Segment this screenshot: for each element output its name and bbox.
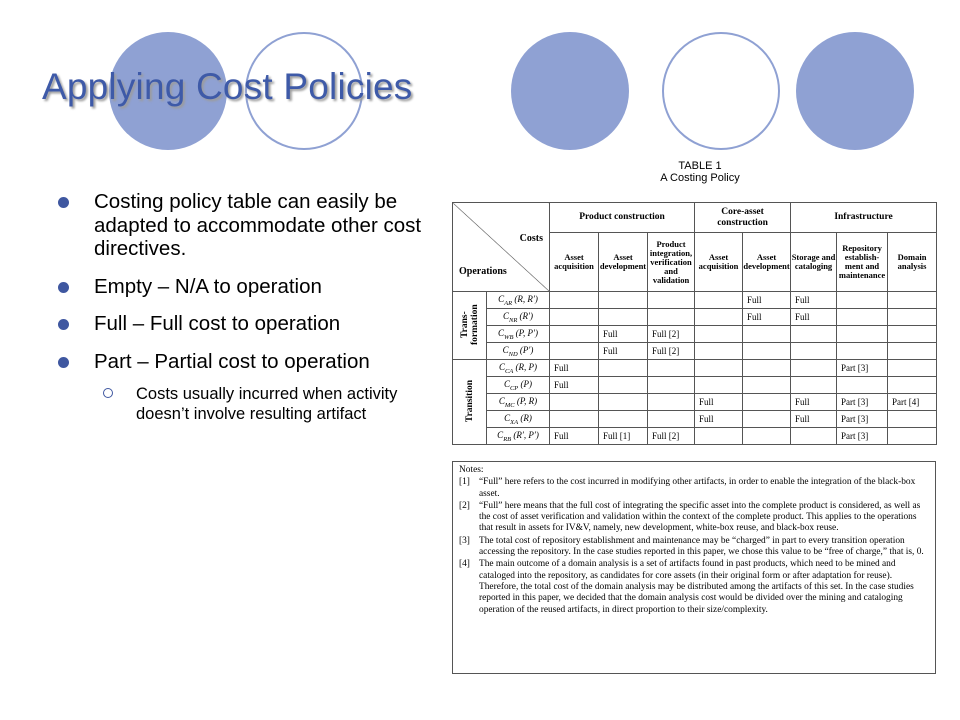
- table-cell: [695, 343, 743, 360]
- bullet-dot-icon: [58, 282, 69, 293]
- decor-circle-5: [796, 32, 914, 150]
- operation-cell: $C_{AR}$ (R, R′): [487, 292, 550, 309]
- table-row: [453, 428, 937, 445]
- table-cell: Part [3]: [837, 394, 888, 411]
- section-label-cell: [453, 292, 487, 360]
- table-cell: [791, 360, 837, 377]
- table-cell: Full: [550, 377, 599, 394]
- sub-bullet-item: [58, 384, 428, 424]
- table-cell: Part [3]: [837, 428, 888, 445]
- table-cell: [550, 326, 599, 343]
- table-cell: Full [2]: [648, 326, 695, 343]
- group-header: Product construction: [550, 203, 695, 233]
- table-cell: [648, 377, 695, 394]
- table-cell: [599, 394, 648, 411]
- table-cell: [888, 411, 937, 428]
- table-cell: Full [2]: [648, 343, 695, 360]
- table-cell: [791, 377, 837, 394]
- bullet-text: Empty – N/A to operation: [94, 274, 322, 298]
- table-caption-title: A Costing Policy: [660, 172, 740, 184]
- table-cell: [695, 326, 743, 343]
- bullet-item: [58, 275, 428, 299]
- table-cell: [743, 326, 791, 343]
- note-item: [459, 477, 929, 500]
- bullet-text: Full – Full cost to operation: [94, 312, 341, 335]
- table-cell: [743, 360, 791, 377]
- table-cell: [837, 309, 888, 326]
- table-cell: [888, 309, 937, 326]
- table-cell: [599, 309, 648, 326]
- table-cell: [743, 343, 791, 360]
- table-cell: [791, 428, 837, 445]
- table-cell: Part [4]: [888, 394, 937, 411]
- note-item: [459, 501, 929, 535]
- table-row: [453, 343, 937, 360]
- table-cell: [648, 360, 695, 377]
- table-cell: Part [3]: [837, 360, 888, 377]
- table-caption-number: TABLE 1: [678, 160, 722, 172]
- table-cell: Full: [599, 326, 648, 343]
- note-number: [4]: [459, 559, 470, 570]
- bullet-item: [58, 350, 428, 425]
- slide-title: Applying Cost Policies: [42, 66, 413, 107]
- sub-bullet-text: Costs usually incurred when activity doesn’t involve resulting artifact: [136, 385, 398, 423]
- table-cell: [837, 292, 888, 309]
- table-cell: [743, 394, 791, 411]
- table-cell: [599, 292, 648, 309]
- costing-policy-figure: [438, 160, 940, 680]
- table-cell: [648, 309, 695, 326]
- table-row: [453, 394, 937, 411]
- bullet-dot-icon: [58, 319, 69, 330]
- note-item: [459, 536, 929, 559]
- table-corner-cell: [453, 203, 550, 292]
- notes-list: [459, 477, 929, 616]
- table-cell: [837, 326, 888, 343]
- corner-operations-label: Operations: [459, 266, 507, 277]
- column-header: Storage and cataloging: [791, 233, 837, 292]
- bullet-list: [58, 190, 428, 424]
- table-row: [453, 360, 937, 377]
- table-cell: Full: [791, 394, 837, 411]
- table-cell: [599, 377, 648, 394]
- table-cell: Full: [791, 292, 837, 309]
- note-text: “Full” here means that the full cost of integrating the specific asset into the complete product is considered, as well as the cost of asset verification and validation within the context of the complete product. This applies to the operations that result in assets for IV&V, namely, new development, white-box reuse, and black-box reuse.: [479, 500, 921, 534]
- table-cell: Full: [743, 292, 791, 309]
- table-cell: [695, 377, 743, 394]
- note-item: [459, 559, 929, 615]
- table-cell: [695, 292, 743, 309]
- table-cell: [888, 377, 937, 394]
- bullet-text: Costing policy table can easily be adapted to accommodate other cost directives.: [94, 190, 422, 260]
- operation-cell: $C_{MC}$ (P, R): [487, 394, 550, 411]
- note-number: [1]: [459, 477, 470, 488]
- table-cell: [599, 411, 648, 428]
- table-cell: [695, 428, 743, 445]
- ring-bullet-icon: [103, 388, 113, 398]
- table-cell: [648, 411, 695, 428]
- column-header: Domain analysis: [888, 233, 937, 292]
- operation-cell: $C_{XA}$ (R): [487, 411, 550, 428]
- section-label-cell: [453, 360, 487, 445]
- operation-cell: $C_{WB}$ (P, P′): [487, 326, 550, 343]
- table-cell: [550, 309, 599, 326]
- decor-circle-3: [511, 32, 629, 150]
- bullet-text: Part – Partial cost to operation: [94, 349, 370, 373]
- table-cell: [888, 292, 937, 309]
- section-label: Transition: [464, 379, 475, 423]
- operation-cell: $C_{ND}$ (P′): [487, 343, 550, 360]
- table-cell: Full [1]: [599, 428, 648, 445]
- table-cell: [648, 292, 695, 309]
- table-cell: [550, 343, 599, 360]
- table-cell: [837, 343, 888, 360]
- table-cell: [888, 360, 937, 377]
- note-text: The main outcome of a domain analysis is a set of artifacts found in past products, which need to be mined and cataloged into the repository, as candidates for core assets (in their original form or after adaptation for reuse). Therefore, the total cost of the domain analysis may be distributed among the artifacts of this set. In the case studies reported in this paper, we decided that the domain analysis cost would be divided over the mining and cataloging operation of the reused artifacts, in direct proportion to their size/complexity.: [479, 559, 914, 615]
- costing-policy-table: [452, 202, 937, 445]
- table-cell: [599, 360, 648, 377]
- table-cell: Full: [791, 309, 837, 326]
- table-cell: [888, 326, 937, 343]
- operation-cell: $C_{CP}$ (P): [487, 377, 550, 394]
- table-row: [453, 292, 937, 309]
- operation-cell: $C_{RB}$ (R′, P′): [487, 428, 550, 445]
- table-notes: [452, 461, 936, 674]
- table-row: [453, 377, 937, 394]
- note-number: [2]: [459, 500, 470, 511]
- column-header: Asset acquisition: [550, 233, 599, 292]
- bullet-dot-icon: [58, 197, 69, 208]
- table-cell: Full: [550, 360, 599, 377]
- table-cell: Full [2]: [648, 428, 695, 445]
- operation-cell: $C_{CA}$ (R, P): [487, 360, 550, 377]
- column-header: Asset development: [599, 233, 648, 292]
- table-cell: [888, 428, 937, 445]
- table-row: [453, 309, 937, 326]
- operation-cell: $C_{NR}$ (R′): [487, 309, 550, 326]
- bullet-item: [58, 312, 428, 336]
- table-cell: [743, 377, 791, 394]
- section-label: Trans-formation: [459, 304, 480, 345]
- group-header: Core-asset construction: [695, 203, 791, 233]
- column-header: Asset acquisition: [695, 233, 743, 292]
- table-cell: [695, 360, 743, 377]
- corner-costs-label: Costs: [519, 233, 543, 244]
- table-cell: [837, 377, 888, 394]
- table-cell: [791, 326, 837, 343]
- table-cell: [743, 428, 791, 445]
- table-cell: Full: [695, 411, 743, 428]
- bullet-item: [58, 190, 428, 261]
- group-header: Infrastructure: [791, 203, 937, 233]
- table-body: [453, 292, 937, 445]
- table-cell: Full: [599, 343, 648, 360]
- column-header: Product integration, verification and validation: [648, 233, 695, 292]
- table-cell: Full: [743, 309, 791, 326]
- table-cell: Full: [791, 411, 837, 428]
- table-cell: [550, 394, 599, 411]
- notes-title: Notes:: [459, 465, 484, 475]
- note-text: “Full” here refers to the cost incurred in modifying other artifacts, in order to enable the integration of the black-box asset.: [479, 477, 916, 499]
- sub-bullet-list: [58, 384, 428, 424]
- bullet-dot-icon: [58, 357, 69, 368]
- table-cell: [791, 343, 837, 360]
- table-cell: [550, 411, 599, 428]
- table-cell: [888, 343, 937, 360]
- table-cell: [695, 309, 743, 326]
- table-cell: [648, 394, 695, 411]
- decor-circle-4: [662, 32, 780, 150]
- column-header: Asset development: [743, 233, 791, 292]
- table-cell: Part [3]: [837, 411, 888, 428]
- table-row: [453, 326, 937, 343]
- table-row: [453, 411, 937, 428]
- table-cell: Full: [695, 394, 743, 411]
- table-cell: [550, 292, 599, 309]
- note-number: [3]: [459, 535, 470, 546]
- table-cell: Full: [550, 428, 599, 445]
- table-cell: [743, 411, 791, 428]
- note-text: The total cost of repository establishment and maintenance may be “charged” in part to every transition operation accessing the repository. In the case studies reported in this paper, we chose this value to be “free of charge,” that is, 0.: [479, 535, 924, 558]
- column-header: Repository establish-ment and maintenance: [837, 233, 888, 292]
